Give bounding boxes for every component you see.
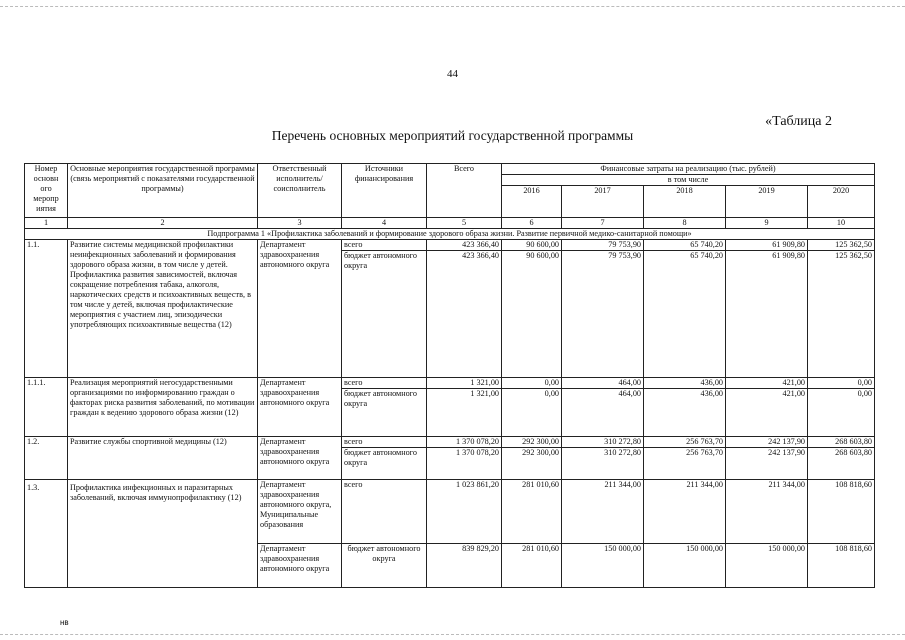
header-total: Всего [427, 164, 502, 218]
column-number: 3 [258, 218, 342, 229]
column-number: 1 [25, 218, 68, 229]
value-2020: 0,00 [808, 389, 875, 437]
value-2020: 0,00 [808, 378, 875, 389]
table-row [25, 480, 875, 544]
header-number: Номер основн ого меропр иятия [25, 164, 68, 218]
value-total: 1 370 078,20 [427, 448, 502, 480]
value-2020: 268 603,80 [808, 437, 875, 448]
measure-description: Развитие службы спортивной медицины (12) [68, 437, 258, 480]
column-number: 6 [502, 218, 562, 229]
value-2020: 108 818,60 [808, 480, 875, 544]
value-2018: 150 000,00 [644, 544, 726, 588]
value-total: 423 366,40 [427, 251, 502, 378]
document-title: Перечень основных мероприятий государственной программы [271, 128, 634, 143]
value-2017: 79 753,90 [562, 240, 644, 251]
value-2018: 65 740,20 [644, 240, 726, 251]
table-row [25, 437, 875, 448]
source-budget: бюджет автономного округа [342, 389, 427, 437]
column-numbers-row [25, 218, 875, 229]
source-budget: бюджет автономного округа [342, 251, 427, 378]
scan-artifact-top [0, 6, 905, 7]
measure-number: 1.1. [25, 240, 68, 378]
value-total: 1 321,00 [427, 389, 502, 437]
column-number: 9 [726, 218, 808, 229]
value-2019: 61 909,80 [726, 251, 808, 378]
column-number: 10 [808, 218, 875, 229]
value-total: 1 370 078,20 [427, 437, 502, 448]
value-2017: 464,00 [562, 389, 644, 437]
value-2019: 211 344,00 [726, 480, 808, 544]
table-row [25, 240, 875, 251]
measure-executor: Департамент здравоохранения автономного округа, Муниципальные образования [258, 480, 342, 544]
source-budget: бюджет автономного округа [342, 448, 427, 480]
footer-mark: нв [60, 618, 69, 627]
header-executor: Ответственный исполнитель/ соисполнитель [258, 164, 342, 218]
value-2017: 464,00 [562, 378, 644, 389]
measure-executor: Департамент здравоохранения автономного округа [258, 544, 342, 588]
measure-executor: Департамент здравоохранения автономного округа [258, 437, 342, 480]
measure-executor: Департамент здравоохранения автономного округа [258, 240, 342, 378]
value-2019: 242 137,90 [726, 448, 808, 480]
value-2016: 281 010,60 [502, 544, 562, 588]
value-total: 423 366,40 [427, 240, 502, 251]
value-2018: 436,00 [644, 378, 726, 389]
value-2017: 310 272,80 [562, 437, 644, 448]
table-row [25, 378, 875, 389]
value-2016: 90 600,00 [502, 251, 562, 378]
header-measures: Основные мероприятия государственной программы (связь мероприятий с показателями государственной программы) [68, 164, 258, 218]
value-2019: 242 137,90 [726, 437, 808, 448]
header-year: 2019 [726, 186, 808, 218]
value-2018: 256 763,70 [644, 448, 726, 480]
value-2020: 125 362,50 [808, 240, 875, 251]
column-number: 8 [644, 218, 726, 229]
measure-description: Реализация мероприятий негосударственными организациями по информированию граждан о факторах риска развития заболеваний, по мотивации граждан к ведению здорового образа жизни (12) [68, 378, 258, 437]
value-2016: 281 010,60 [502, 480, 562, 544]
table-label: «Таблица 2 [765, 114, 832, 129]
value-2016: 0,00 [502, 378, 562, 389]
value-2019: 421,00 [726, 378, 808, 389]
subprogram-title: Подпрограмма 1 «Профилактика заболеваний и формирование здорового образа жизни. Развитие первичной медико-санитарной помощи» [25, 229, 875, 240]
value-2017: 211 344,00 [562, 480, 644, 544]
source-total: всего [342, 240, 427, 251]
source-total: всего [342, 480, 427, 544]
measure-number: 1.1.1. [25, 378, 68, 437]
value-2018: 256 763,70 [644, 437, 726, 448]
value-2019: 61 909,80 [726, 240, 808, 251]
column-number: 7 [562, 218, 644, 229]
measure-number: 1.3. [25, 480, 68, 588]
measure-description: Профилактика инфекционных и паразитарных заболеваний, включая иммунопрофилактику (12) [68, 480, 258, 588]
value-2020: 125 362,50 [808, 251, 875, 378]
header-including: в том числе [502, 175, 875, 186]
source-total: всего [342, 437, 427, 448]
value-2019: 421,00 [726, 389, 808, 437]
header-row-1 [25, 164, 875, 175]
value-2020: 268 603,80 [808, 448, 875, 480]
measure-number: 1.2. [25, 437, 68, 480]
value-2017: 150 000,00 [562, 544, 644, 588]
value-total: 1 321,00 [427, 378, 502, 389]
source-budget: бюджет автономного округа [342, 544, 427, 588]
scan-artifact-bottom [0, 634, 905, 635]
value-2018: 211 344,00 [644, 480, 726, 544]
value-2016: 90 600,00 [502, 240, 562, 251]
header-sources: Источники финансирования [342, 164, 427, 218]
column-number: 2 [68, 218, 258, 229]
measure-description: Развитие системы медицинской профилактики неинфекционных заболеваний и формирования здорового образа жизни, в том числе у детей. Профилактика развития зависимостей, включая сокращение потребления табака, алкоголя, наркотических средств и психоактивных веществ, в том числе у детей, включая профилактические мероприятия с участием лиц, эпизодически употребляющих психоактивные вещества (12) [68, 240, 258, 378]
value-2016: 292 300,00 [502, 437, 562, 448]
page-number: 44 [447, 68, 458, 80]
column-number: 4 [342, 218, 427, 229]
value-2016: 292 300,00 [502, 448, 562, 480]
value-2017: 310 272,80 [562, 448, 644, 480]
value-total: 1 023 861,20 [427, 480, 502, 544]
value-2018: 65 740,20 [644, 251, 726, 378]
header-year: 2018 [644, 186, 726, 218]
column-number: 5 [427, 218, 502, 229]
subprogram-row [25, 229, 875, 240]
value-2016: 0,00 [502, 389, 562, 437]
header-financing-group: Финансовые затраты на реализацию (тыс. рублей) [502, 164, 875, 175]
value-2019: 150 000,00 [726, 544, 808, 588]
header-year: 2016 [502, 186, 562, 218]
header-year: 2017 [562, 186, 644, 218]
value-total: 839 829,20 [427, 544, 502, 588]
value-2018: 436,00 [644, 389, 726, 437]
measure-executor: Департамент здравоохранения автономного округа [258, 378, 342, 437]
value-2020: 108 818,60 [808, 544, 875, 588]
source-total: всего [342, 378, 427, 389]
program-measures-table [24, 163, 875, 588]
header-year: 2020 [808, 186, 875, 218]
value-2017: 79 753,90 [562, 251, 644, 378]
